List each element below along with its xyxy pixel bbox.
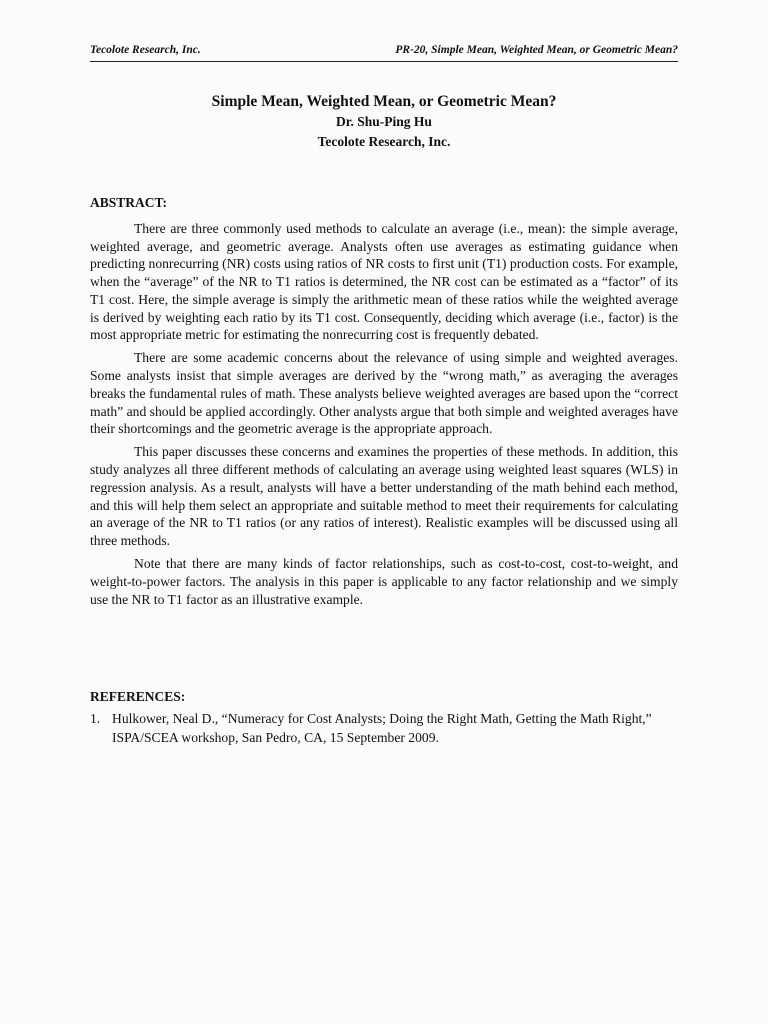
abstract-heading: ABSTRACT: [90,195,168,210]
paper-affiliation: Tecolote Research, Inc. [317,134,451,149]
title-block [90,92,678,152]
abstract-paragraph: There are three commonly used methods to calculate an average (i.e., mean): the simple average, weighted average, and geometric average. Analysts often use averages as estimating guidance when predicting nonrecurring (NR) costs using ratios of NR costs to first unit (T1) production costs. For example, when the “average” of the NR to T1 ratios is determined, the NR cost can be estimated as a “factor” of its T1 cost. Here, the simple average is simply the arithmetic mean of these ratios while the weighted average is derived by weighting each ratio by its T1 cost. Consequently, deciding which average (i.e., factor) is the most appropriate metric for estimating the nonrecurring cost is frequently debated. [90,221,678,343]
reference-item [90,709,678,747]
header-rule [90,61,678,62]
references-heading: REFERENCES: [90,689,186,704]
reference-text: Hulkower, Neal D., “Numeracy for Cost Analysts; Doing the Right Math, Getting the Math Right,” ISPA/SCEA workshop, San Pedro, CA, 15 September 2009. [112,711,652,745]
running-header [90,43,678,57]
references-list [90,709,678,747]
abstract-paragraph: This paper discusses these concerns and examines the properties of these methods. In addition, this study analyzes all three different methods of calculating an average using weighted least squares (WLS) in regression analysis. As a result, analysts will have a better understanding of the math behind each method, and this will help them select an appropriate and suitable method to meet their requirements for calculating an average of the NR to T1 ratios (or any ratios of interest). Realistic examples will be discussed using all three methods. [90,444,678,548]
header-organization: Tecolote Research, Inc. [90,44,201,56]
paper-title: Simple Mean, Weighted Mean, or Geometric Mean? [211,93,557,110]
paper-author: Dr. Shu-Ping Hu [336,114,432,129]
abstract-paragraph: Note that there are many kinds of factor relationships, such as cost-to-cost, cost-to-weight, and weight-to-power factors. The analysis in this paper is applicable to any factor relationship and we simply use the NR to T1 factor as an illustrative example. [90,556,678,607]
reference-number: 1. [90,711,101,726]
abstract-body [90,220,678,614]
abstract-paragraph: There are some academic concerns about the relevance of using simple and weighted averages. Some analysts insist that simple averages are derived by the “wrong math,” as averaging the averages breaks the fundamental rules of math. These analysts believe weighted averages are based upon the “correct math” and should be applied accordingly. Other analysts argue that both simple and weighted averages have their shortcomings and the geometric average is the appropriate approach. [90,350,678,437]
header-paper-id: PR-20, Simple Mean, Weighted Mean, or Geometric Mean? [395,44,678,56]
